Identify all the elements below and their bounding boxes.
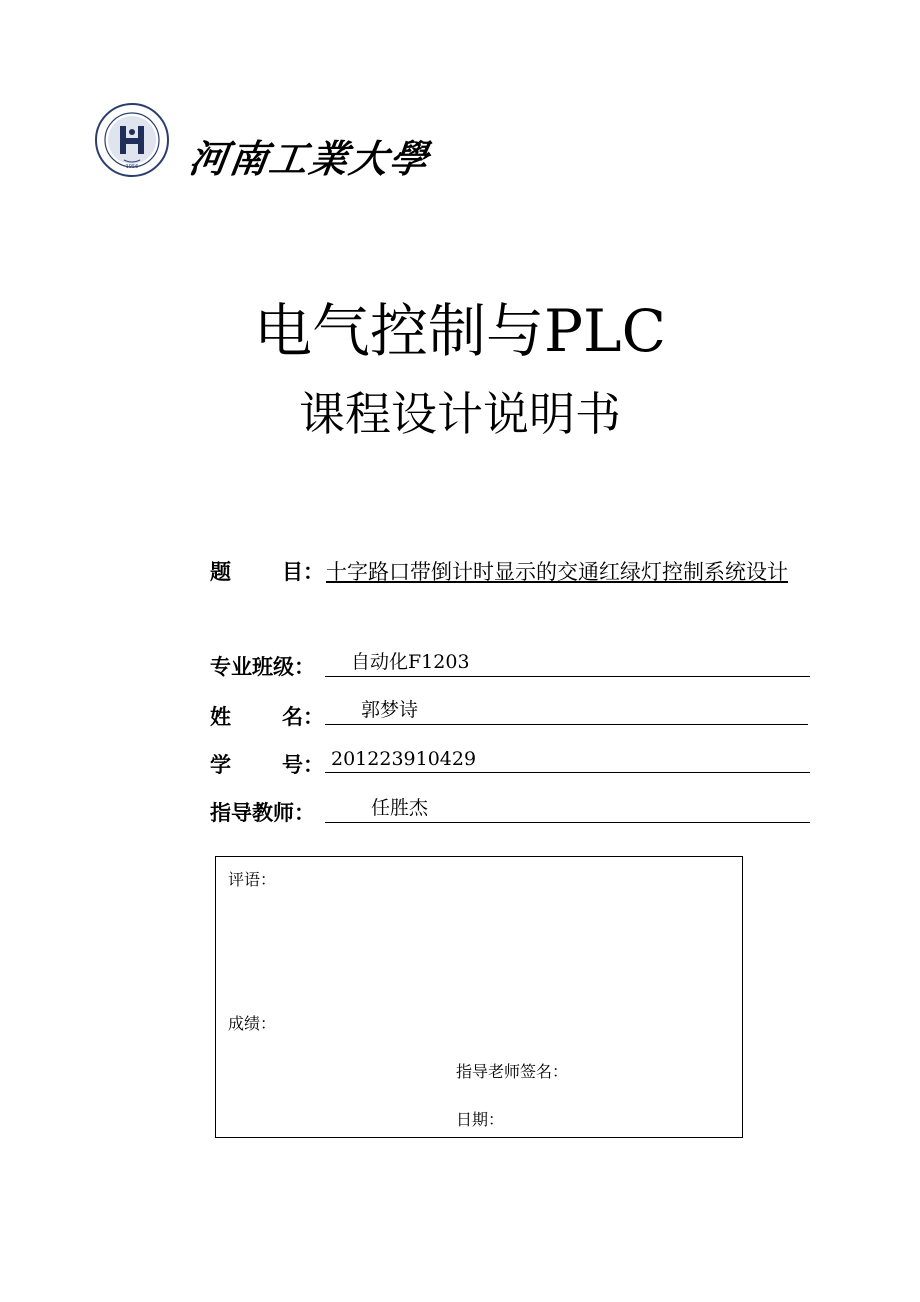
- topic-label-suffix: 目：: [282, 560, 324, 584]
- name-label-suffix: 名：: [282, 705, 324, 729]
- topic-label: 题: [210, 560, 231, 584]
- signature-label: 指导老师签名：: [456, 1062, 569, 1081]
- class-label: 专业班级：: [210, 655, 315, 679]
- topic-value: 十字路口带倒计时显示的交通红绿灯控制系统设计: [326, 560, 788, 584]
- document-title: 电气控制与PLC: [254, 297, 666, 365]
- name-value: 郭梦诗: [361, 699, 419, 721]
- name-label: 姓: [210, 705, 231, 729]
- student-id-label: 学: [210, 753, 231, 777]
- class-field: [325, 650, 810, 677]
- university-name: 河南工業大學: [186, 136, 433, 181]
- advisor-label: 指导教师：: [210, 801, 315, 825]
- comment-label: 评语：: [228, 870, 277, 889]
- date-label: 日期：: [456, 1110, 505, 1129]
- document-subtitle: 课程设计说明书: [299, 387, 621, 441]
- advisor-field: [325, 796, 810, 823]
- advisor-value: 任胜杰: [371, 797, 429, 819]
- name-field: [325, 698, 808, 725]
- svg-text:1956: 1956: [125, 164, 139, 170]
- class-value: 自动化F1203: [351, 651, 470, 673]
- evaluation-box: [215, 856, 743, 1138]
- student-id-label-suffix: 号：: [282, 753, 324, 777]
- student-id-field: [325, 746, 810, 773]
- university-logo: [94, 102, 170, 178]
- grade-label: 成绩：: [228, 1014, 277, 1033]
- student-id-value: 201223910429: [331, 748, 477, 770]
